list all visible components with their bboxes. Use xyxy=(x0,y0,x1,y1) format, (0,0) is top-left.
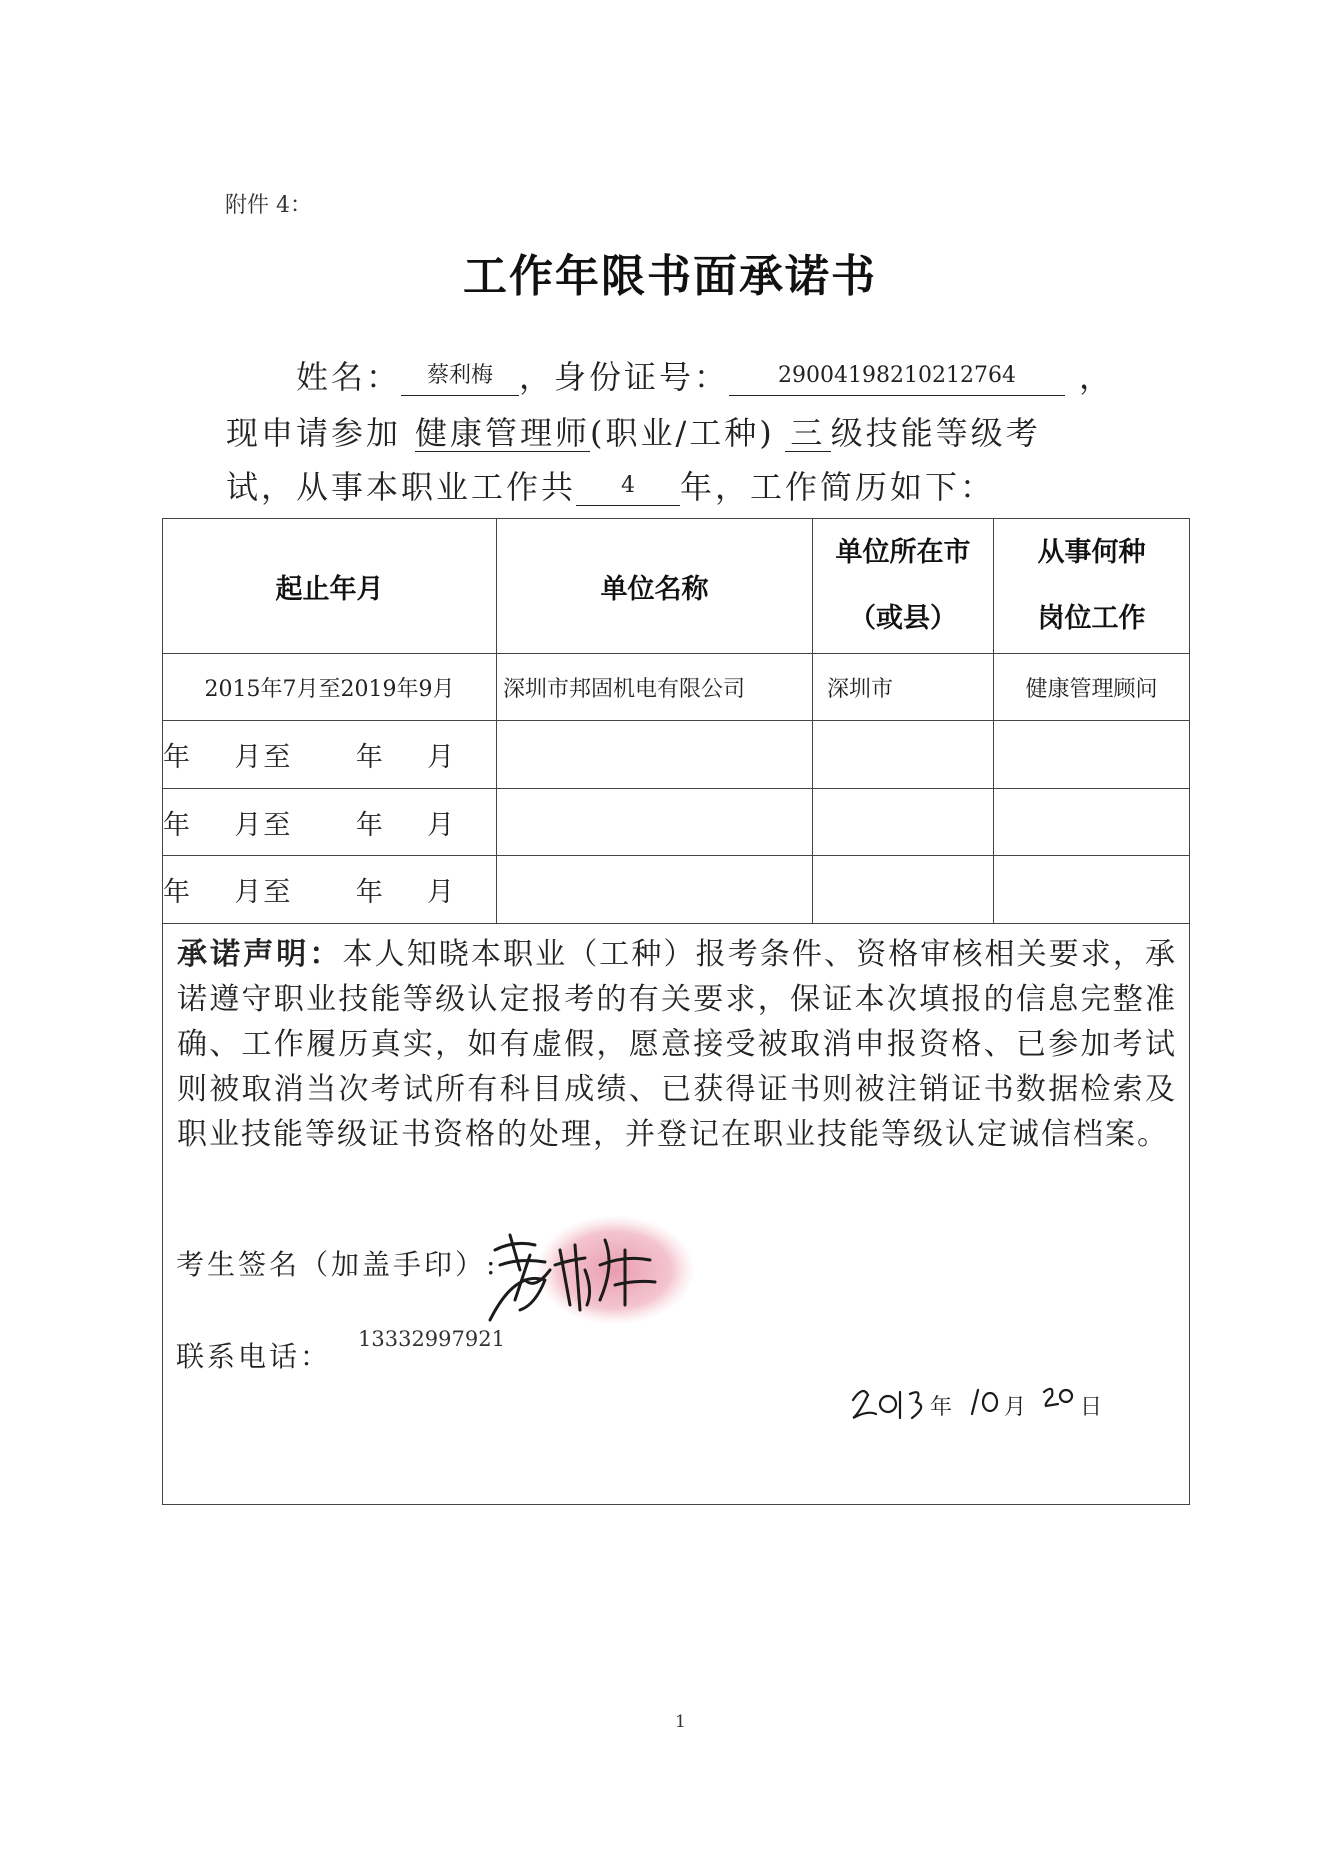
apply-text: 现申请参加 xyxy=(226,414,402,452)
intro-line-1 xyxy=(296,352,1114,398)
row-employer xyxy=(497,789,813,856)
row-employer xyxy=(497,721,813,789)
phone-value: 13332997921 xyxy=(358,1327,505,1351)
level-value: 三 xyxy=(790,414,826,452)
document-title: 工作年限书面承诺书 xyxy=(463,251,877,302)
header-period: 起止年月 xyxy=(163,519,497,654)
row-position xyxy=(994,721,1190,789)
intro-line-3 xyxy=(226,462,995,508)
name-value: 蔡利梅 xyxy=(427,363,494,388)
phone-label: 联系电话： xyxy=(176,1340,332,1373)
signature-with-fingerprint xyxy=(475,1210,705,1340)
exam-text: 试，从事本职业工作共 xyxy=(226,468,577,506)
handwritten-date xyxy=(848,1370,1128,1430)
declaration-label: 承诺声明： xyxy=(177,937,343,972)
date-year-label: 年 xyxy=(930,1395,953,1420)
row-period: 年 月至 年 月 xyxy=(163,721,497,789)
row-city: 深圳市 xyxy=(813,654,994,721)
line-end-comma: ， xyxy=(1079,358,1115,396)
header-position-line1: 从事何种 xyxy=(1037,537,1146,568)
declaration-text: 本人知晓本职业（工种）报考条件、资格审核相关要求，承诺遵守职业技能等级认定报考的有关要求，保证本次填报的信息完整准确、工作履历真实，如有虚假，愿意接受被取消申报资格、已参加考试则被取消当次考试所有科目成绩、已获得证书则被注销证书数据检索及职业技能等级证书资格的处理，并登记在职业技能等级认定诚信档案。 xyxy=(177,937,1177,1152)
row-position xyxy=(994,856,1190,924)
years-field xyxy=(576,471,680,506)
date-day-label: 日 xyxy=(1080,1395,1103,1420)
row-city xyxy=(813,721,994,789)
page-number: 1 xyxy=(675,1712,686,1732)
id-field xyxy=(729,361,1065,396)
row-position: 健康管理顾问 xyxy=(994,654,1190,721)
header-city xyxy=(813,519,994,654)
date-month-handwriting-icon xyxy=(972,1390,997,1414)
header-position xyxy=(994,519,1190,654)
date-year-handwriting-icon xyxy=(853,1391,921,1418)
years-suffix: 年，工作简历如下： xyxy=(680,468,996,506)
intro-line-2 xyxy=(226,408,1041,454)
table-row xyxy=(163,654,1190,721)
row-city xyxy=(813,789,994,856)
header-employer: 单位名称 xyxy=(497,519,813,654)
date-month-label: 月 xyxy=(1004,1395,1027,1420)
row-employer xyxy=(497,856,813,924)
header-position-line2: 岗位工作 xyxy=(1037,603,1146,634)
name-field xyxy=(401,361,519,396)
years-value: 4 xyxy=(621,473,636,498)
row-period: 年 月至 年 月 xyxy=(163,856,497,924)
attachment-label: 附件 4： xyxy=(225,193,312,218)
occupation-field xyxy=(415,414,591,452)
occupation-suffix: (职业/工种) xyxy=(590,414,775,452)
row-period: 年 月至 年 月 xyxy=(163,789,497,856)
table-row xyxy=(163,721,1190,789)
table-header-row xyxy=(163,519,1190,654)
header-city-line1: 单位所在市 xyxy=(835,537,971,568)
level-field xyxy=(785,414,831,452)
id-value: 29004198210212764 xyxy=(778,363,1016,388)
level-suffix: 级技能等级考 xyxy=(830,414,1041,452)
signature-label: 考生签名（加盖手印）: xyxy=(176,1248,499,1281)
date-day-handwriting-icon xyxy=(1044,1389,1072,1406)
table-row xyxy=(163,789,1190,856)
occupation-value: 健康管理师 xyxy=(415,414,591,452)
table-row xyxy=(163,856,1190,924)
declaration-paragraph xyxy=(177,932,1177,1157)
row-period: 2015年7月至2019年9月 xyxy=(163,654,497,721)
fingerprint-icon xyxy=(535,1215,695,1325)
name-label: 姓名： xyxy=(296,358,402,396)
row-employer: 深圳市邦固机电有限公司 xyxy=(497,654,813,721)
row-city xyxy=(813,856,994,924)
row-position xyxy=(994,789,1190,856)
header-city-line2: （或县） xyxy=(849,603,957,634)
id-label: ，身份证号： xyxy=(519,358,730,396)
